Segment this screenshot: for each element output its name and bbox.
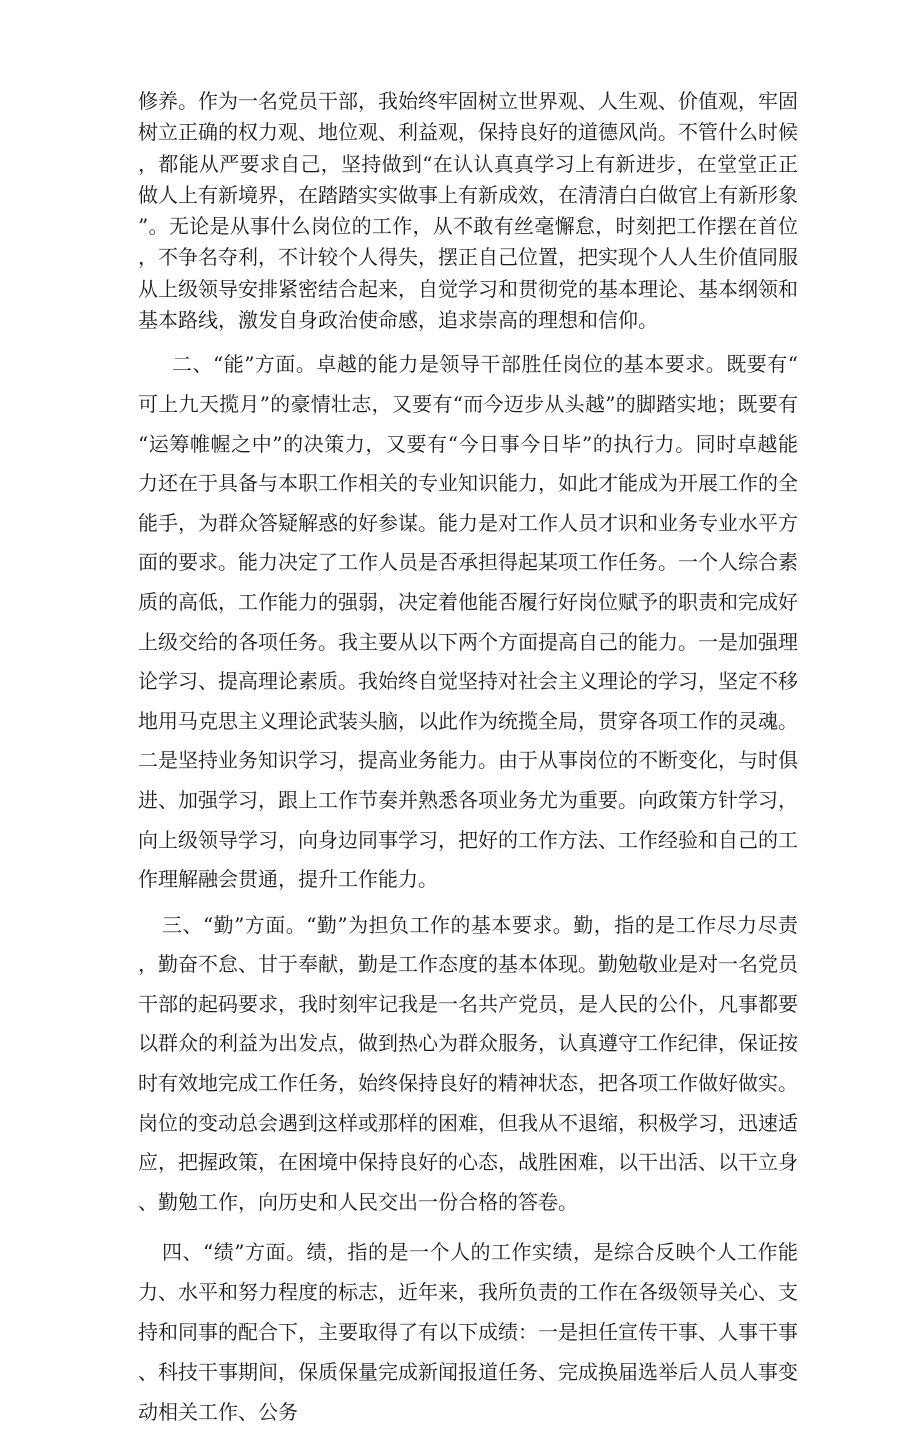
paragraph-ability: 二、“能”方面。卓越的能力是领导干部胜任岗位的基本要求。既要有“可上九天揽月”的豪情壮志，又要有“而今迈步从头越”的脚踏实地；既要有“运筹帷幄之中”的决策力，又要有“今日事今日毕”的执行力。同时卓越能力还在于具备与本职工作相关的专业知识能力，如此才能成为开展工作的全能手，为群众答疑解惑的好参谋。能力是对工作人员才识和业务专业水平方面的要求。能力决定了工作人员是否承担得起某项工作任务。一个人综合素质的高低，工作能力的强弱，决定着他能否履行好岗位赋予的职责和完成好上级交给的各项任务。我主要从以下两个方面提高自己的能力。一是加强理论学习、提高理论素质。我始终自觉坚持对社会主义理论的学习，坚定不移地用马克思主义理论武装头脑，以此作为统揽全局，贯穿各项工作的灵魂。二是坚持业务知识学习，提高业务能力。由于从事岗位的不断变化，与时俱进、加强学习，跟上工作节奏并熟悉各项业务尤为重要。向政策方针学习，向上级领导学习，向身边同事学习，把好的工作方法、工作经验和自己的工作理解融会贯通，提升工作能力。: [138, 352, 798, 892]
document-body: [138, 86, 798, 1432]
paragraph-self-cultivation: 修养。作为一名党员干部，我始终牢固树立世界观、人生观、价值观，牢固树立正确的权力观、地位观、利益观，保持良好的道德风尚。不管什么时候，都能从严要求自己，坚持做到“在认认真真学习上有新进步，在堂堂正正做人上有新境界，在踏踏实实做事上有新成效，在清清白白做官上有新形象”。无论是从事什么岗位的工作，从不敢有丝毫懈怠，时刻把工作摆在首位，不争名夺利，不计较个人得失，摆正自己位置，把实现个人人生价值同服从上级领导安排紧密结合起来，自觉学习和贯彻党的基本理论、基本纲领和基本路线，激发自身政治使命感，追求崇高的理想和信仰。: [138, 89, 798, 333]
paragraph-diligence: 三、“勤”方面。“勤”为担负工作的基本要求。勤，指的是工作尽力尽责，勤奋不怠、甘于奉献，勤是工作态度的基本体现。勤勉敬业是对一名党员干部的起码要求，我时刻牢记我是一名共产党员，是人民的公仆，凡事都要以群众的利益为出发点，做到热心为群众服务，认真遵守工作纪律，保证按时有效地完成工作任务，始终保持良好的精神状态，把各项工作做好做实。岗位的变动总会遇到这样或那样的困难，但我从不退缩，积极学习，迅速适应，把握政策，在困境中保持良好的心态，战胜困难，以干出活、以干立身、勤勉工作，向历史和人民交出一份合格的答卷。: [138, 912, 798, 1214]
paragraph-achievements: 四、“绩”方面。绩，指的是一个人的工作实绩，是综合反映个人工作能力、水平和努力程度的标志，近年来，我所负责的工作在各级领导关心、支持和同事的配合下，主要取得了有以下成绩：一是担任宣传干事、人事干事、科技干事期间，保质保量完成新闻报道任务、完成换届选举后人员人事变动相关工作、公务: [138, 1240, 798, 1425]
